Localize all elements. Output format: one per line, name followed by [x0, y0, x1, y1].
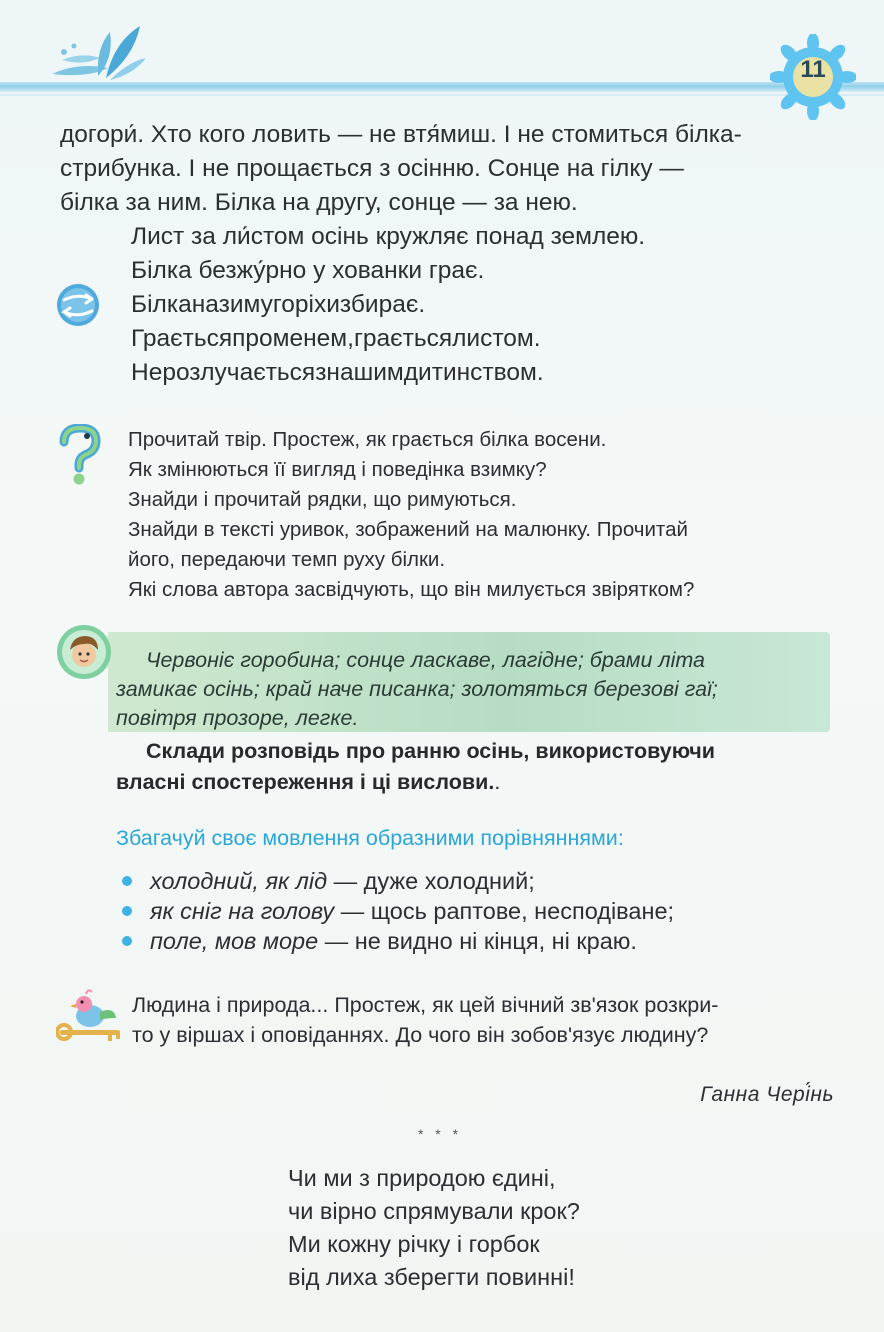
- page-number: 11: [800, 56, 826, 83]
- list-item: як сніг на голову — щось раптове, несподіване;: [122, 896, 842, 926]
- nature-line: то у віршах і оповіданнях. До чого він зобов'язує людину?: [132, 1023, 709, 1047]
- list-item: холодний, як лід — дуже холодний;: [122, 866, 842, 896]
- leaf-ornament-icon: [48, 22, 148, 84]
- poem-verse: [131, 220, 831, 390]
- verse-line: чи вірно спрямували крок?: [288, 1198, 580, 1224]
- bullet-icon: [122, 876, 132, 886]
- story-line: білка за ним. Білка на другу, сонце — за нею.: [60, 189, 578, 216]
- question-line: Знайди і прочитай рядки, що римуються.: [128, 488, 517, 511]
- phrase-line: Червоніє горобина; сонце ласкаве, лагідне; брами літа: [146, 648, 705, 672]
- poem-line: Білка безжу́рно у хованки грає.: [131, 257, 485, 284]
- poem-line: Білканазимугоріхизбирає.: [131, 291, 426, 318]
- bullet-icon: [122, 906, 132, 916]
- child-avatar-icon: [56, 624, 112, 680]
- task-line: власні спостереження і ці вислови..: [116, 770, 501, 794]
- story-line: стрибунка. І не прощається з осінню. Сонце на гілку —: [60, 155, 684, 182]
- figurative-phrases: [116, 646, 828, 733]
- question-line: Прочитай твір. Простеж, як грається білка восени.: [128, 428, 607, 451]
- composition-task: [116, 736, 828, 798]
- story-line: догори́. Хто кого ловить — не втя́миш. І не стомиться білка-: [60, 121, 742, 148]
- verse-line: Чи ми з природою єдині,: [288, 1165, 556, 1191]
- enrich-heading: Збагачуй своє мовлення образними порівняннями:: [116, 826, 624, 850]
- asterism: * * *: [417, 1126, 463, 1142]
- story-text: [60, 118, 840, 220]
- poem-line: Граєтьсяпроменем,граєтьсялистом.: [131, 325, 541, 352]
- bullet-icon: [122, 936, 132, 946]
- question-line: його, передаючи темп руху білки.: [128, 548, 446, 571]
- nature-task: [132, 990, 834, 1050]
- comparisons-list: [122, 866, 842, 956]
- arrow-circle-icon: [56, 283, 100, 327]
- question-mark-icon: [54, 424, 104, 486]
- header-stripe-thin: [0, 94, 884, 96]
- poem-author: Ганна Чері́нь: [700, 1083, 834, 1106]
- questions-block: [128, 425, 848, 605]
- question-line: Знайди в тексті уривок, зображений на малюнку. Прочитай: [128, 518, 688, 541]
- bird-key-icon: [56, 988, 126, 1048]
- question-line: Які слова автора засвідчують, що він милується звірятком?: [128, 578, 695, 601]
- poem-line: Нерозлучаєтьсязнашимдитинством.: [131, 359, 544, 386]
- nature-line: Людина і природа... Простеж, як цей вічний зв'язок розкри-: [132, 993, 719, 1017]
- poem-verse: [288, 1162, 788, 1294]
- verse-line: від лиха зберегти повинні!: [288, 1264, 575, 1290]
- task-line: Склади розповідь про ранню осінь, використовуючи: [146, 739, 715, 763]
- phrase-line: замикає осінь; край наче писанка; золотяться березові гаї;: [116, 677, 718, 701]
- question-line: Як змінюються її вигляд і поведінка взимку?: [128, 458, 547, 481]
- phrase-line: повітря прозоре, легке.: [116, 706, 359, 730]
- list-item: поле, мов море — не видно ні кінця, ні краю.: [122, 926, 842, 956]
- poem-line: Лист за ли́стом осінь кружляє понад землею.: [131, 223, 646, 250]
- verse-line: Ми кожну річку і горбок: [288, 1231, 540, 1257]
